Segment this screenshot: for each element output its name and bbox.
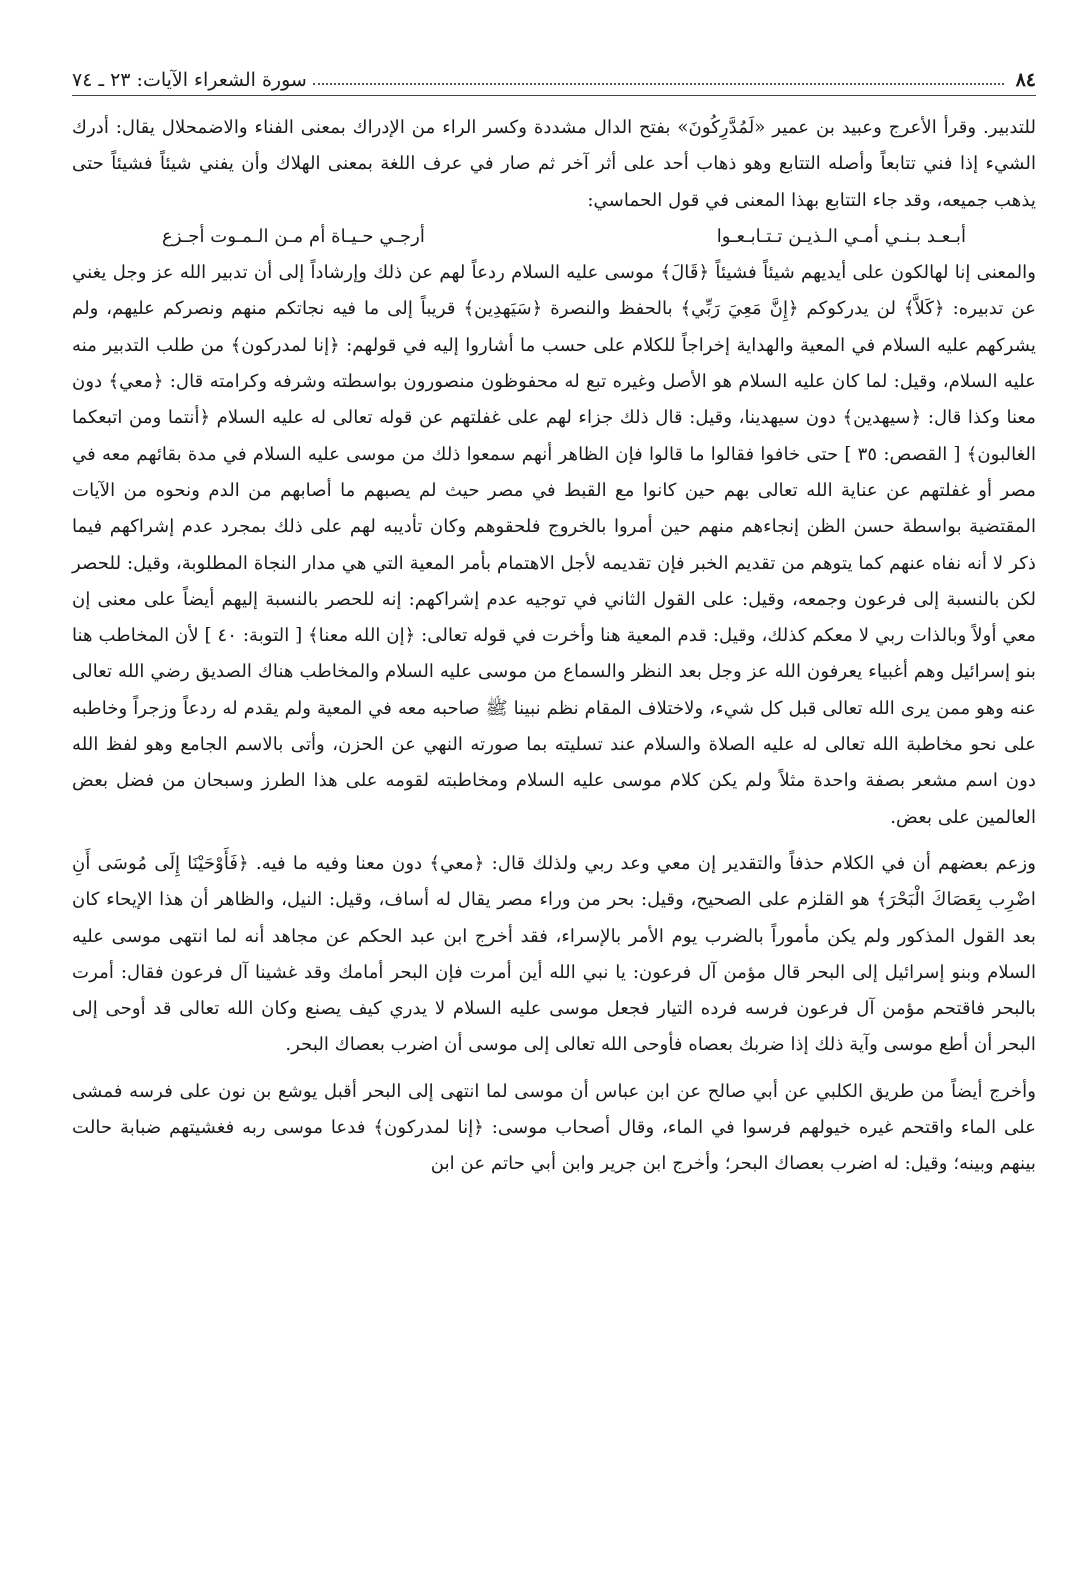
- running-header: [72, 56, 1036, 96]
- paragraph-2: والمعنى إنا لهالكون على أيديهم شيئاً فشيئاً ﴿قَالَ﴾ موسى عليه السلام ردعاً لهم عن ذلك وإرشاداً إلى أن تدبير الله عز وجل يغني عن تدبيره: ﴿كَلاَّ﴾ لن يدركوكم ﴿إِنَّ مَعِيَ رَبِّي﴾ بالحفظ والنصرة ﴿سَيَهدِين﴾ قريباً إلى ما فيه نجاتكم منهم ونصركم عليهم، ولم يشركهم عليه السلام في المعية والهداية إخراجاً للكلام على حسب ما أشاروا إليه في قولهم: ﴿إنا لمدركون﴾ من طلب التدبير منه عليه السلام، وقيل: لما كان عليه السلام هو الأصل وغيره تبع له محفوظون منصورون بواسطته وشرفه وكرامته قال: ﴿معي﴾ دون معنا وكذا قال: ﴿سيهدين﴾ دون سيهدينا، وقيل: قال ذلك جزاء لهم على غفلتهم عن قوله تعالى له عليه السلام ﴿أنتما ومن اتبعكما الغالبون﴾ [ القصص: ٣٥ ] حتى خافوا فقالوا ما قالوا فإن الظاهر أنهم سمعوا ذلك من موسى عليه السلام في مدة بقائهم معه في مصر أو غفلتهم عن عناية الله تعالى بهم حين كانوا مع القبط في مصر حيث لم يصبهم ما أصابهم من الدم ونحوه من الآيات المقتضية بواسطة حسن الظن إنجاءهم منهم حين أمروا بالخروج فلحقوهم وكان تأديبه لهم على ذلك بمجرد عدم إشراكهم فيما ذكر لا أنه نفاه عنهم كما يتوهم من تقديم الخبر فإن تقديمه لأجل الاهتمام بأمر المعية التي هي مدار النجاة المطلوبة، وقيل: للحصر لكن بالنسبة إلى فرعون وجمعه، وقيل: على القول الثاني في توجيه عدم إشراكهم: إنه للحصر بالنسبة إليهم أيضاً على معنى إن معي أولاً وبالذات ربي لا معكم كذلك، وقيل: قدم المعية هنا وأخرت في قوله تعالى: ﴿إن الله معنا﴾ [ التوبة: ٤٠ ] لأن المخاطب هنا بنو إسرائيل وهم أغبياء يعرفون الله عز وجل بعد النظر والسماع من موسى عليه السلام والمخاطب هناك الصديق رضي الله تعالى عنه وهو ممن يرى الله تعالى قبل كل شيء، ولاختلاف المقام نظم نبينا ﷺ صاحبه معه في المعية ولم يقدم له ردعاً وزجراً وخاطبه على نحو مخاطبة الله تعالى له عليه الصلاة والسلام عند تسليته بما صورته النهي عن الحزن، وأتى بالاسم الجامع وهو لفظ الله دون اسم مشعر بصفة واحدة مثلاً ولم يكن كلام موسى عليه السلام ومخاطبته لقومه على هذا الطرز وسبحان من فضل بعض العالمين على بعض.: [72, 262, 1037, 828]
- page-number: ٨٤: [1015, 69, 1036, 91]
- paragraph-4: وأخرج أيضاً من طريق الكلبي عن أبي صالح عن ابن عباس أن موسى لما انتهى إلى البحر أقبل يوشع بن نون على فرسه فمشى على الماء واقتحم غيره خيولهم فرسوا في الماء، وقال أصحاب موسى: ﴿إنا لمدركون﴾ فدعا موسى ربه فغشيتهم ضبابة حالت بينهم وبينه؛ وقيل: له اضرب بعصاك البحر؛ وأخرج ابن جرير وابن أبي حاتم عن ابن: [72, 1080, 1036, 1175]
- main-text: [72, 110, 1036, 1183]
- surah-title: سورة الشعراء الآيات: ٢٣ ـ ٧٤: [72, 69, 307, 91]
- poetry-verse: [72, 219, 1036, 255]
- book-page: [72, 56, 1036, 1550]
- paragraph-1: للتدبير. وقرأ الأعرج وعبيد بن عمير «لَمُدَّرِكُونَ» بفتح الدال مشددة وكسر الراء من الإدراك بمعنى الفناء والاضمحلال يقال: أدرك الشيء إذا فني تتابعاً وأصله التتابع وهو ذهاب أحد على أثر آخر ثم صار في عرف اللغة بمعنى الهلاك وأن يفني شيئاً فشيئاً حتى يذهب جميعه، وقد جاء التتابع بهذا المعنى في قول الحماسي:: [72, 117, 1036, 211]
- paragraph-3: وزعم بعضهم أن في الكلام حذفاً والتقدير إن معي وعد ربي ولذلك قال: ﴿معي﴾ دون معنا وفيه ما فيه. ﴿فَأَوْحَيْنَا إِلَى مُوسَى أَنِ اضْرِب بِعَصَاكَ الْبَحْرَ﴾ هو القلزم على الصحيح، وقيل: بحر من وراء مصر يقال له أساف، وقيل: النيل، والظاهر أن هذا الإيحاء كان بعد القول المذكور ولم يكن مأموراً بالضرب يوم الأمر بالإسراء، فقد أخرج ابن عبد الحكم عن مجاهد أنه لما انتهى موسى عليه السلام وبنو إسرائيل إلى البحر قال مؤمن آل فرعون: يا نبي الله أين أمرت فإن البحر أمامك وقد غشينا آل فرعون فقال: أمرت بالبحر فاقتحم مؤمن آل فرعون فرسه فرده التيار فجعل موسى عليه السلام لا يدري كيف يصنع وكان الله تعالى قد أوحى إلى البحر أن أطع موسى وآية ذلك إذا ضربك بعصاه فأوحى الله تعالى إلى موسى أن اضرب بعصاك البحر.: [72, 852, 1037, 1056]
- header-dot-leader: [313, 82, 1004, 85]
- verse-right-hemistich: أبـعـد بـنـي أمـي الـذيـن تـتـابـعـوا: [716, 225, 966, 247]
- verse-left-hemistich: أرجـي حـيـاة أم مـن الـمـوت أجـزع: [162, 225, 425, 247]
